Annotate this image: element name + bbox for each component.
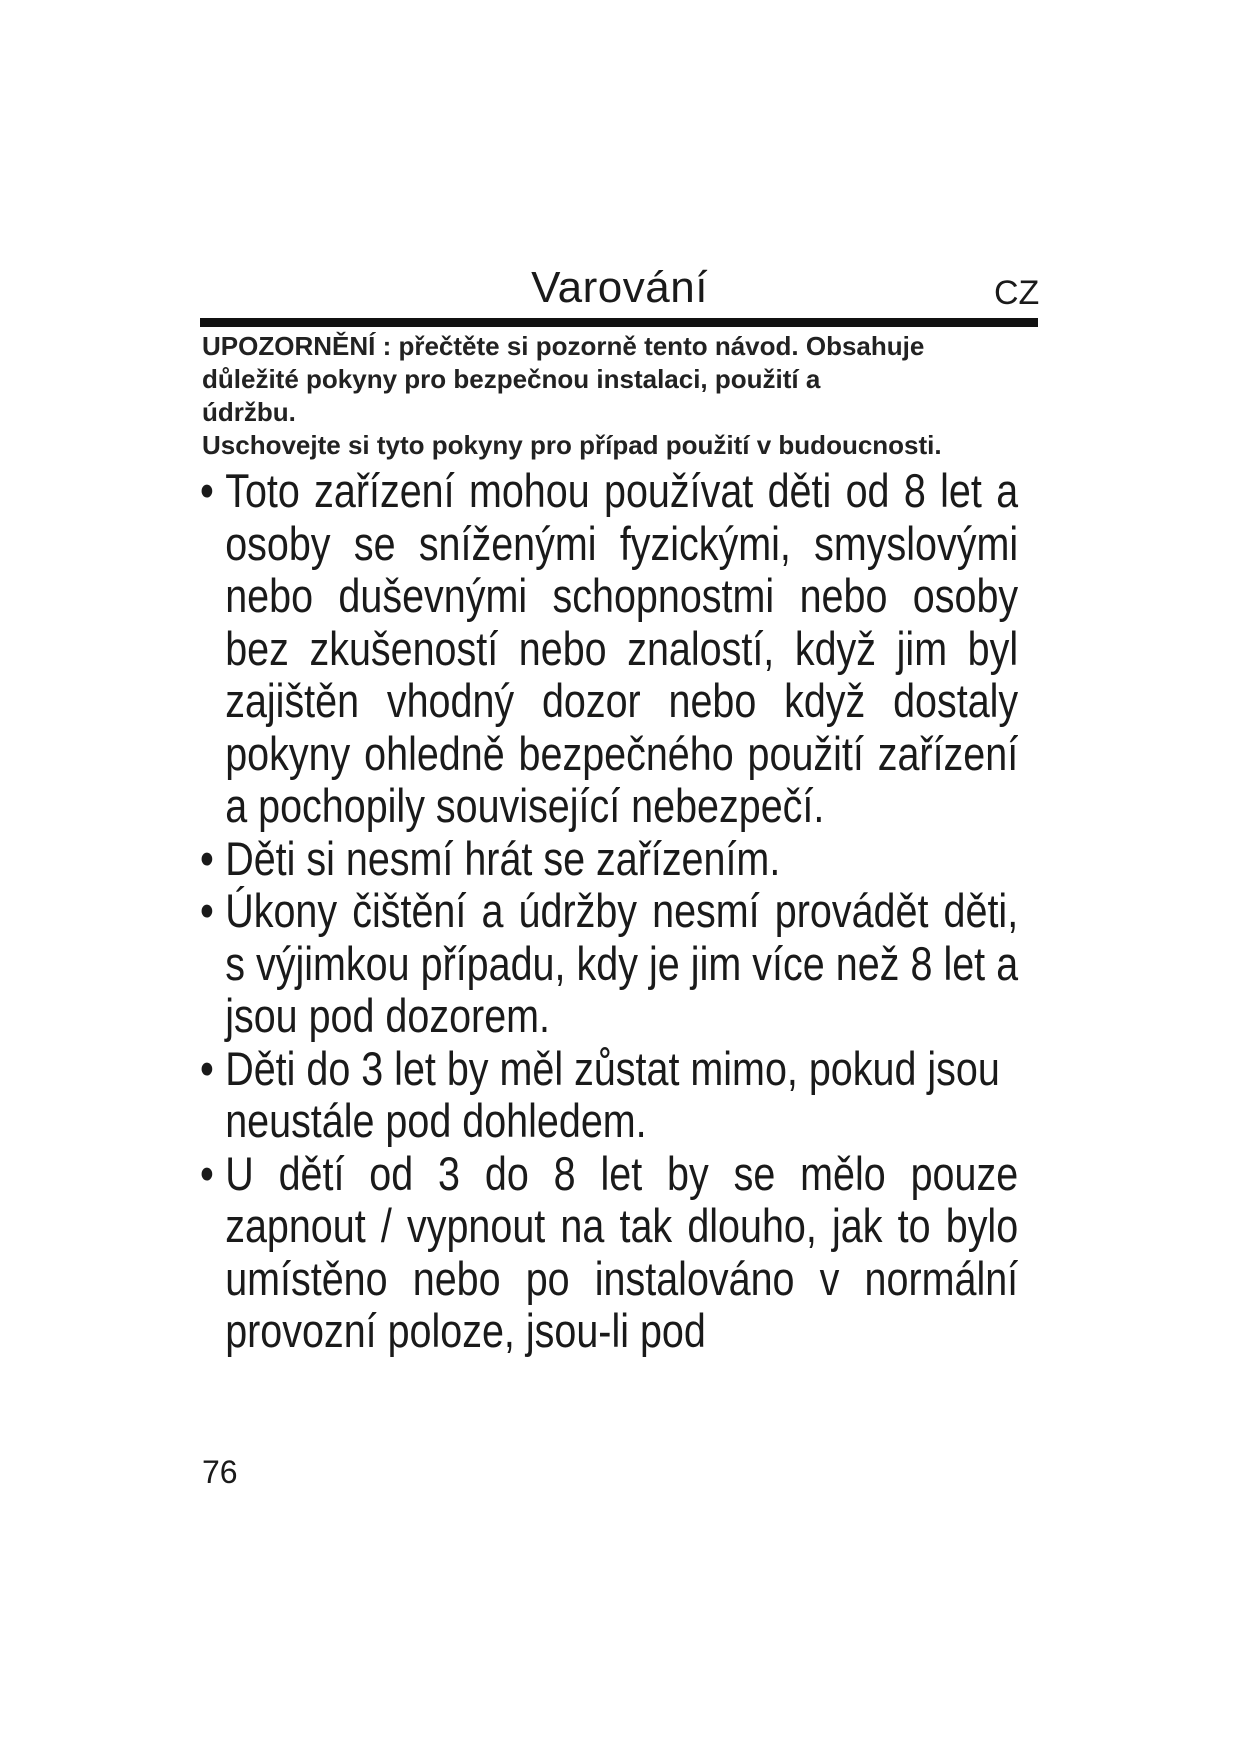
bullet-text: Děti si nesmí hrát se zařízením. (225, 831, 781, 885)
warning-line: údržbu. (202, 397, 296, 427)
bullet-text: Úkony čištění a údržby nesmí provádět děti, s výjimkou případu, kdy je jim více než 8 let a jsou pod dozorem. (225, 884, 1019, 1042)
language-code: CZ (994, 274, 1040, 312)
bullet-icon: • (200, 831, 214, 885)
warning-line: Uschovejte si tyto pokyny pro případ použití v budoucnosti. (202, 430, 942, 460)
bullet-icon: • (200, 1146, 214, 1200)
bullet-item (200, 465, 1018, 833)
bullet-text: Toto zařízení mohou používat děti od 8 let a osoby se sníženými fyzickými, smyslovými nebo duševnými schopnostmi nebo osoby bez zkušeností nebo znalostí, když jim byl zajištěn vhodný dozor nebo když dostaly pokyny ohledně bezpečného použití zařízení a pochopily související nebezpečí. (225, 465, 1019, 832)
bullet-icon: • (200, 465, 214, 517)
header-rule (200, 318, 1038, 327)
bullet-item (200, 1043, 1018, 1148)
warning-notice (202, 330, 1082, 462)
bullet-icon: • (200, 884, 214, 937)
bullet-icon: • (200, 1041, 214, 1095)
warning-line: důležité pokyny pro bezpečnou instalaci, použití a (202, 364, 821, 394)
page-number: 76 (202, 1454, 238, 1490)
bullet-item (200, 885, 1018, 1043)
safety-bullet-list (200, 465, 1018, 1415)
bullet-item (200, 1148, 1018, 1358)
bullet-item (200, 833, 1018, 886)
page-title: Varování (531, 263, 708, 312)
bullet-text: Děti do 3 let by měl zůstat mimo, pokud jsou neustále pod dohledem. (225, 1041, 1000, 1147)
bullet-text: U dětí od 3 do 8 let by se mělo pouze zapnout / vypnout na tak dlouho, jak to bylo umístěno nebo po instalováno v normální provozní poloze, jsou-li pod (225, 1146, 1019, 1357)
warning-line: UPOZORNĚNÍ : přečtěte si pozorně tento návod. Obsahuje (202, 331, 925, 361)
